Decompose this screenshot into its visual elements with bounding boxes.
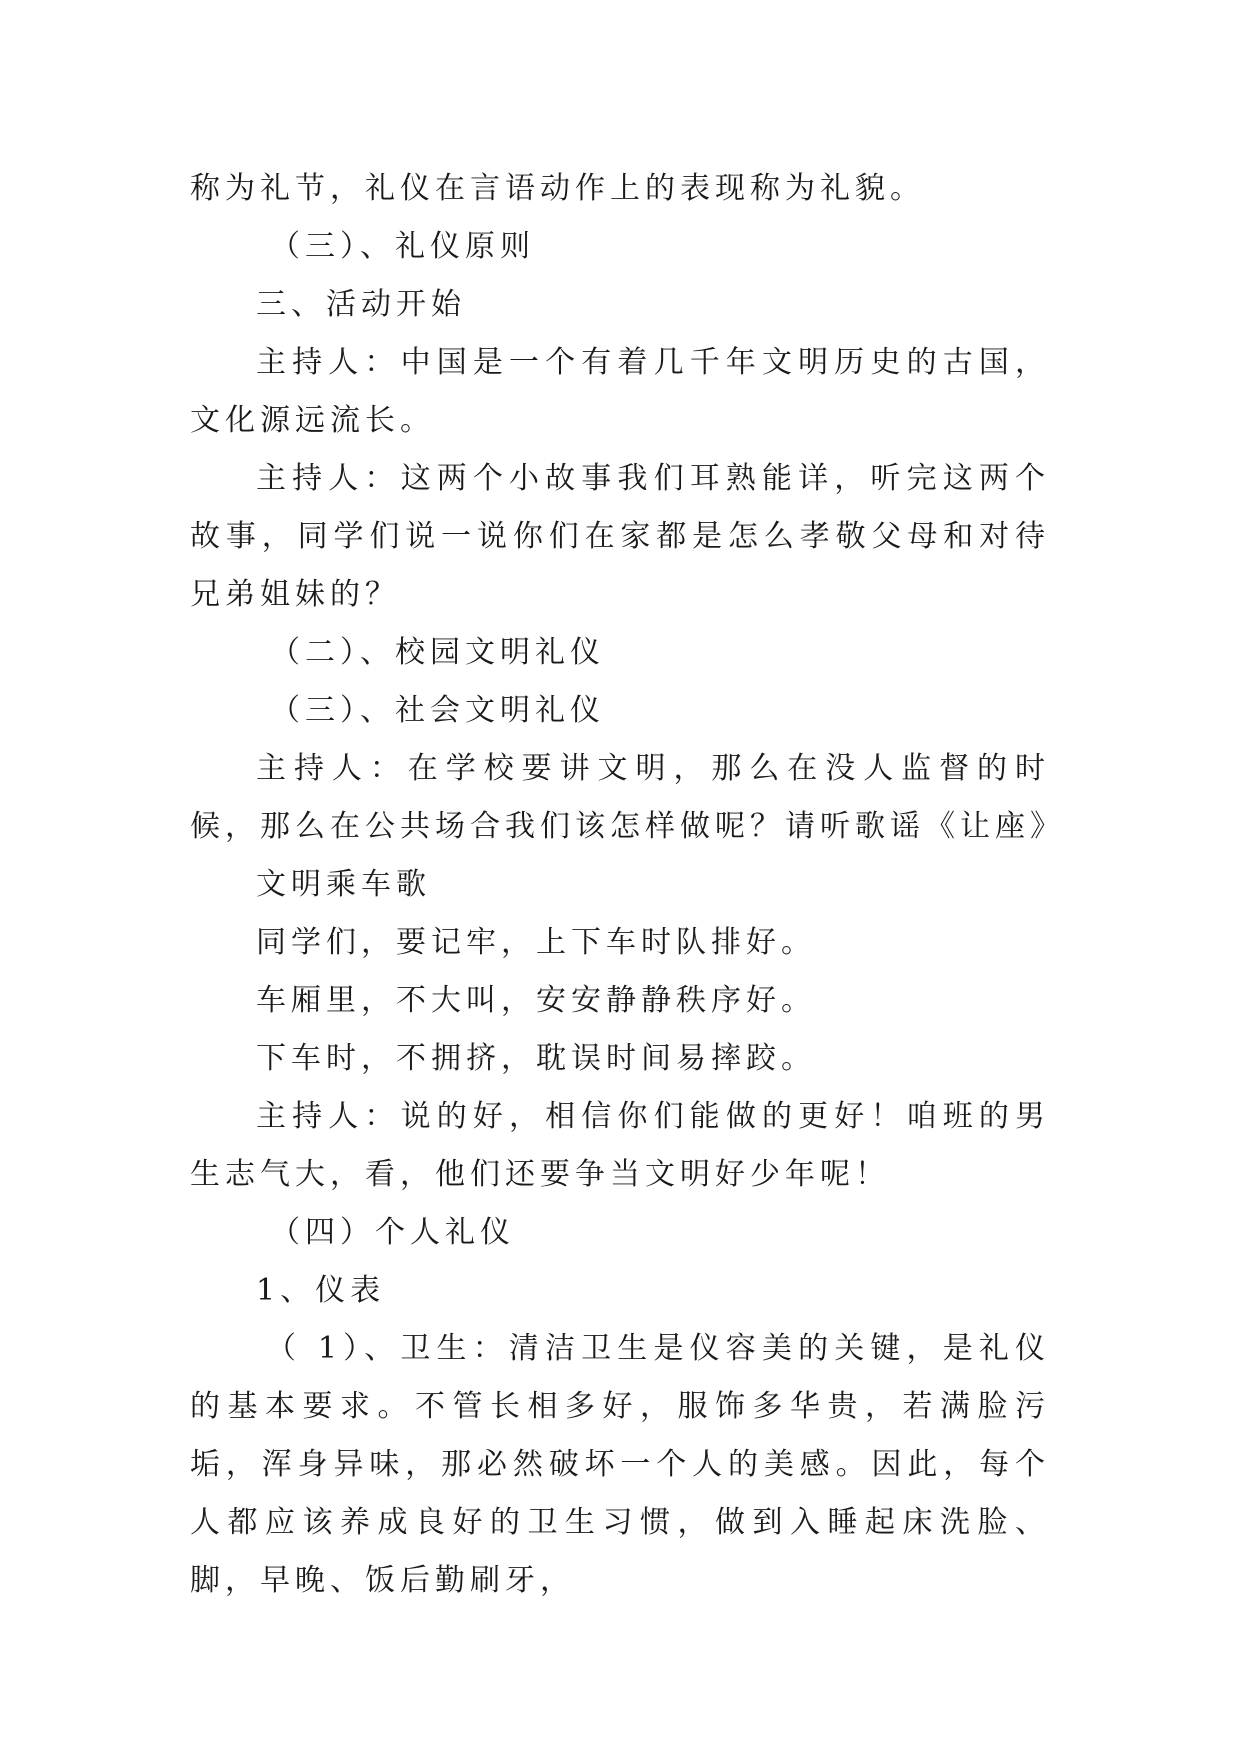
heading-etiquette-principles: （三）、礼仪原则 [270,229,535,264]
paragraph-host-stories: 主持人：这两个小故事我们耳熟能详，听完这两个故事，同学们说一说你们在家都是怎么孝敬父母和对待兄弟姐妹的？ [190,461,1050,612]
song-line-1: 同学们，要记牢，上下车时队排好。 [256,925,816,960]
heading-activity-start: 三、活动开始 [256,287,466,322]
paragraph-host-china: 主持人：中国是一个有着几千年文明历史的古国，文化源远流长。 [190,345,1050,438]
paragraph-hygiene: （ 1）、卫生：清洁卫生是仪容美的关键，是礼仪的基本要求。不管长相多好，服饰多华贵，若满脸污垢，浑身异味，那必然破坏一个人的美感。因此，每个人都应该养成良好的卫生习惯，做到入睡起床洗脸、脚，早晚、饭后勤刷牙， [190,1331,1050,1598]
heading-campus-etiquette: （二）、校园文明礼仪 [270,635,605,670]
paragraph-host-public: 主持人：在学校要讲文明，那么在没人监督的时候，那么在公共场合我们该怎样做呢？请听歌谣《让座》 [190,751,1065,844]
song-line-3: 下车时，不拥挤，耽误时间易摔跤。 [256,1041,816,1076]
song-line-2: 车厢里，不大叫，安安静静秩序好。 [256,983,816,1018]
paragraph-host-boys: 主持人：说的好，相信你们能做的更好！咱班的男生志气大，看，他们还要争当文明好少年呢！ [190,1099,1050,1192]
heading-appearance: 1、仪表 [256,1273,386,1308]
heading-personal-etiquette: （四）个人礼仪 [270,1215,515,1250]
heading-social-etiquette: （三）、社会文明礼仪 [270,693,605,728]
document-body [190,160,1065,1610]
song-title: 文明乘车歌 [256,867,431,902]
paragraph-continuation: 称为礼节，礼仪在言语动作上的表现称为礼貌。 [190,171,925,206]
